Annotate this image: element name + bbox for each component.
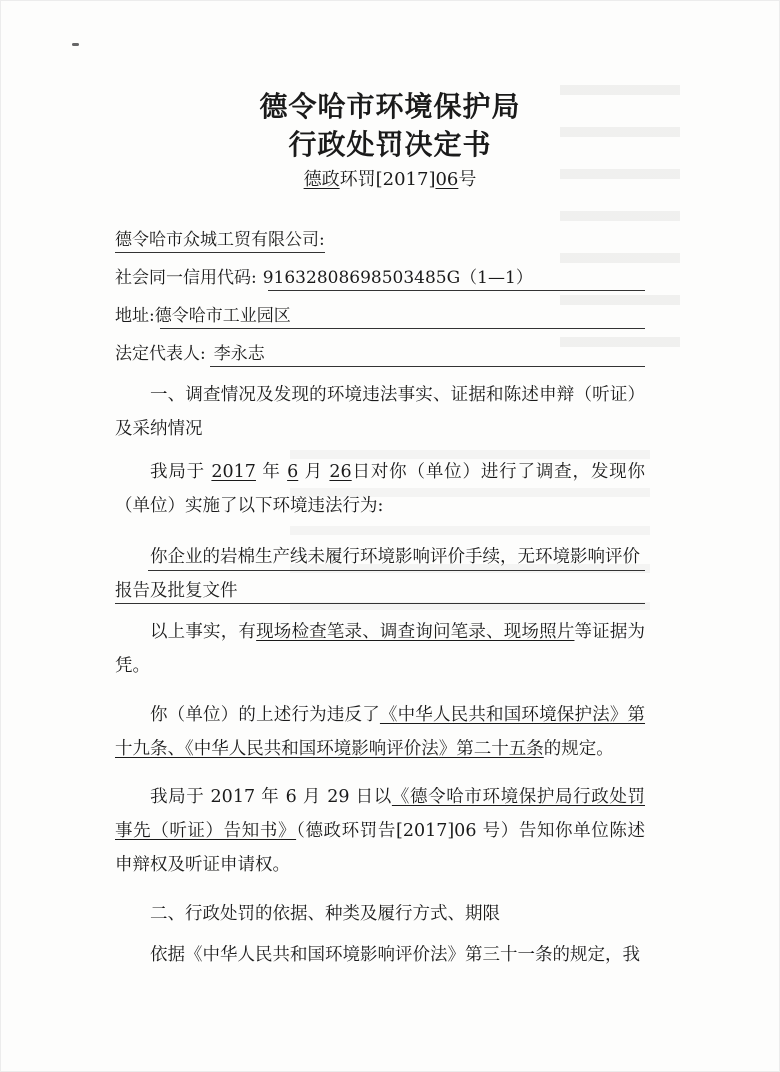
p1-d: 日对你（单位）进行了调查，发现你（单位）实施了以下环境违法行为: [115, 462, 646, 516]
evidence-a: 以上事实，有 [150, 622, 257, 642]
credit-value: 91632808698503485G（1—1） [262, 268, 533, 288]
violation-law-paragraph [115, 698, 645, 766]
underline [268, 290, 645, 291]
underline [210, 366, 645, 367]
p1-month: 6 [287, 462, 299, 482]
rep-value: 李永志 [213, 344, 265, 364]
violated-laws: 《中华人民共和国环境保护法》第十九条、《中华人民共和国环境影响评价法》第二十五条 [115, 705, 646, 759]
underline [148, 570, 645, 571]
basis-paragraph: 依据《中华人民共和国环境影响评价法》第三十一条的规定，我 [150, 945, 640, 965]
address-value: 德令哈市工业园区 [154, 306, 291, 326]
underline [115, 252, 325, 253]
notice-a: 我局于 2017 年 6 月 29 日以 [150, 787, 392, 807]
p1-b: 年 [262, 462, 281, 482]
violation-line1: 你企业的岩棉生产线未履行环境影响评价手续，无环境影响评价 [150, 547, 640, 567]
section2-heading: 二、行政处罚的依据、种类及履行方式、期限 [150, 904, 500, 924]
rep-label: 法定代表人: [115, 344, 206, 364]
credit-label: 社会同一信用代码: [115, 268, 257, 288]
violation-line2: 报告及批复文件 [115, 581, 238, 601]
document-title-line2: 行政处罚决定书 [288, 128, 492, 161]
section1-heading: 一、调查情况及发现的环境违法事实、证据和陈述申辩（听证）及采纳情况 [115, 385, 645, 439]
document-title-line1: 德令哈市环境保护局 [259, 90, 521, 123]
evidence-paragraph [115, 615, 645, 683]
scan-speck [72, 43, 79, 46]
violate-b: 的规定。 [543, 739, 614, 759]
p1-day: 26 [329, 462, 352, 482]
notice-b: （德政环罚告[2017]06 号）告知你单位陈述申辩权及听证申请权。 [115, 821, 645, 875]
violate-a: 你（单位）的上述行为违反了 [150, 705, 380, 725]
representative-line [115, 342, 645, 366]
party-name: 德令哈市众城工贸有限公司: [115, 230, 325, 250]
address-label: 地址: [115, 306, 155, 326]
notice-paragraph [115, 780, 645, 882]
p1-c: 月 [304, 462, 323, 482]
p1-year: 2017 [211, 462, 256, 482]
docno-mid: 环 [339, 169, 358, 190]
docno-prefix: 德政 [303, 169, 340, 190]
address-line [115, 304, 645, 328]
p1-a: 我局于 [150, 462, 205, 482]
investigation-paragraph [115, 455, 645, 523]
evidence-list: 现场检查笔录、调查询问笔录、现场照片 [256, 622, 575, 642]
docno-suffix: 号 [458, 169, 477, 190]
underline [115, 603, 645, 604]
underline [160, 328, 645, 329]
document-number [0, 165, 780, 191]
credit-code-line [115, 266, 645, 290]
evidence-b: 等证据为凭。 [115, 622, 646, 676]
docno-bracket: 罚[2017] [357, 169, 436, 190]
docno-num: 06 [435, 169, 459, 190]
notice-document: 《德令哈市环境保护局行政处罚事先（听证）告知书》 [115, 787, 645, 841]
